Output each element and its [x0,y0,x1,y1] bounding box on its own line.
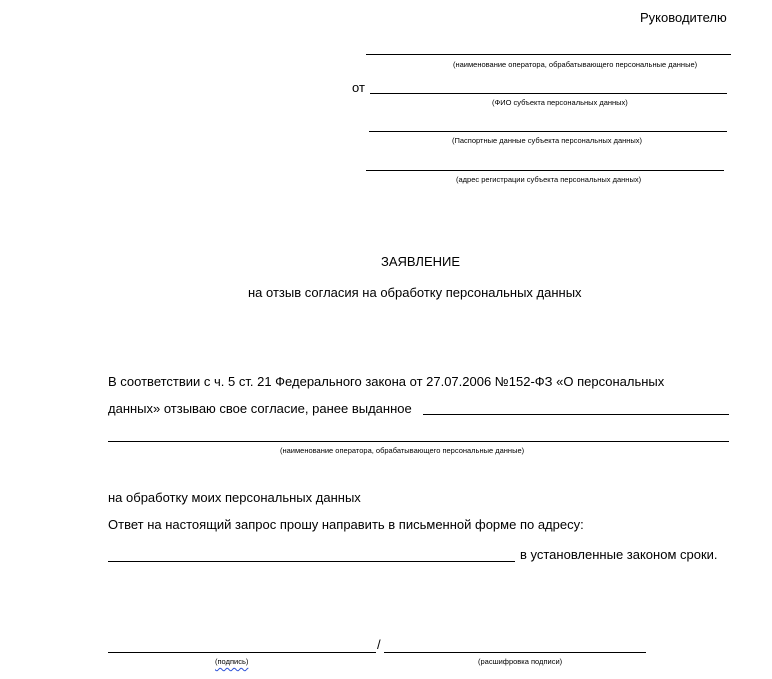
fio-line[interactable] [370,93,727,94]
from-label: от [352,80,365,95]
fio-caption: (ФИО субъекта персональных данных) [492,98,628,107]
body-line-5-tail: в установленные законом сроки. [520,547,718,562]
address-line[interactable] [366,170,724,171]
issued-to-line[interactable] [423,414,729,415]
operator-name-line[interactable] [366,54,731,55]
body-line-4: Ответ на настоящий запрос прошу направить в письменной форме по адресу: [108,517,584,532]
document-title: ЗАЯВЛЕНИЕ [381,254,461,269]
passport-line[interactable] [369,131,727,132]
operator-name-caption-2: (наименование оператора, обрабатывающего персональные данные) [280,446,525,455]
recipient-label: Руководителю [640,10,727,25]
signature-caption: (подпись) [215,657,249,666]
body-line-1: В соответствии с ч. 5 ст. 21 Федерального закона от 27.07.2006 №152-ФЗ «О персональных [108,374,665,389]
passport-caption: (Паспортные данные субъекта персональных данных) [452,136,643,145]
signature-separator: / [377,637,381,652]
operator-name-line-2[interactable] [108,441,729,442]
address-caption: (адрес регистрации субъекта персональных данных) [456,175,642,184]
signature-line[interactable] [108,652,376,653]
signature-decoding-caption: (расшифровка подписи) [478,657,563,666]
body-line-3: на обработку моих персональных данных [108,490,361,505]
signature-decoding-line[interactable] [384,652,646,653]
reply-address-line[interactable] [108,561,515,562]
document-subtitle: на отзыв согласия на обработку персональных данных [248,285,582,300]
body-line-2: данных» отзываю свое согласие, ранее выданное [108,401,412,416]
operator-name-caption: (наименование оператора, обрабатывающего персональные данные) [453,60,698,69]
